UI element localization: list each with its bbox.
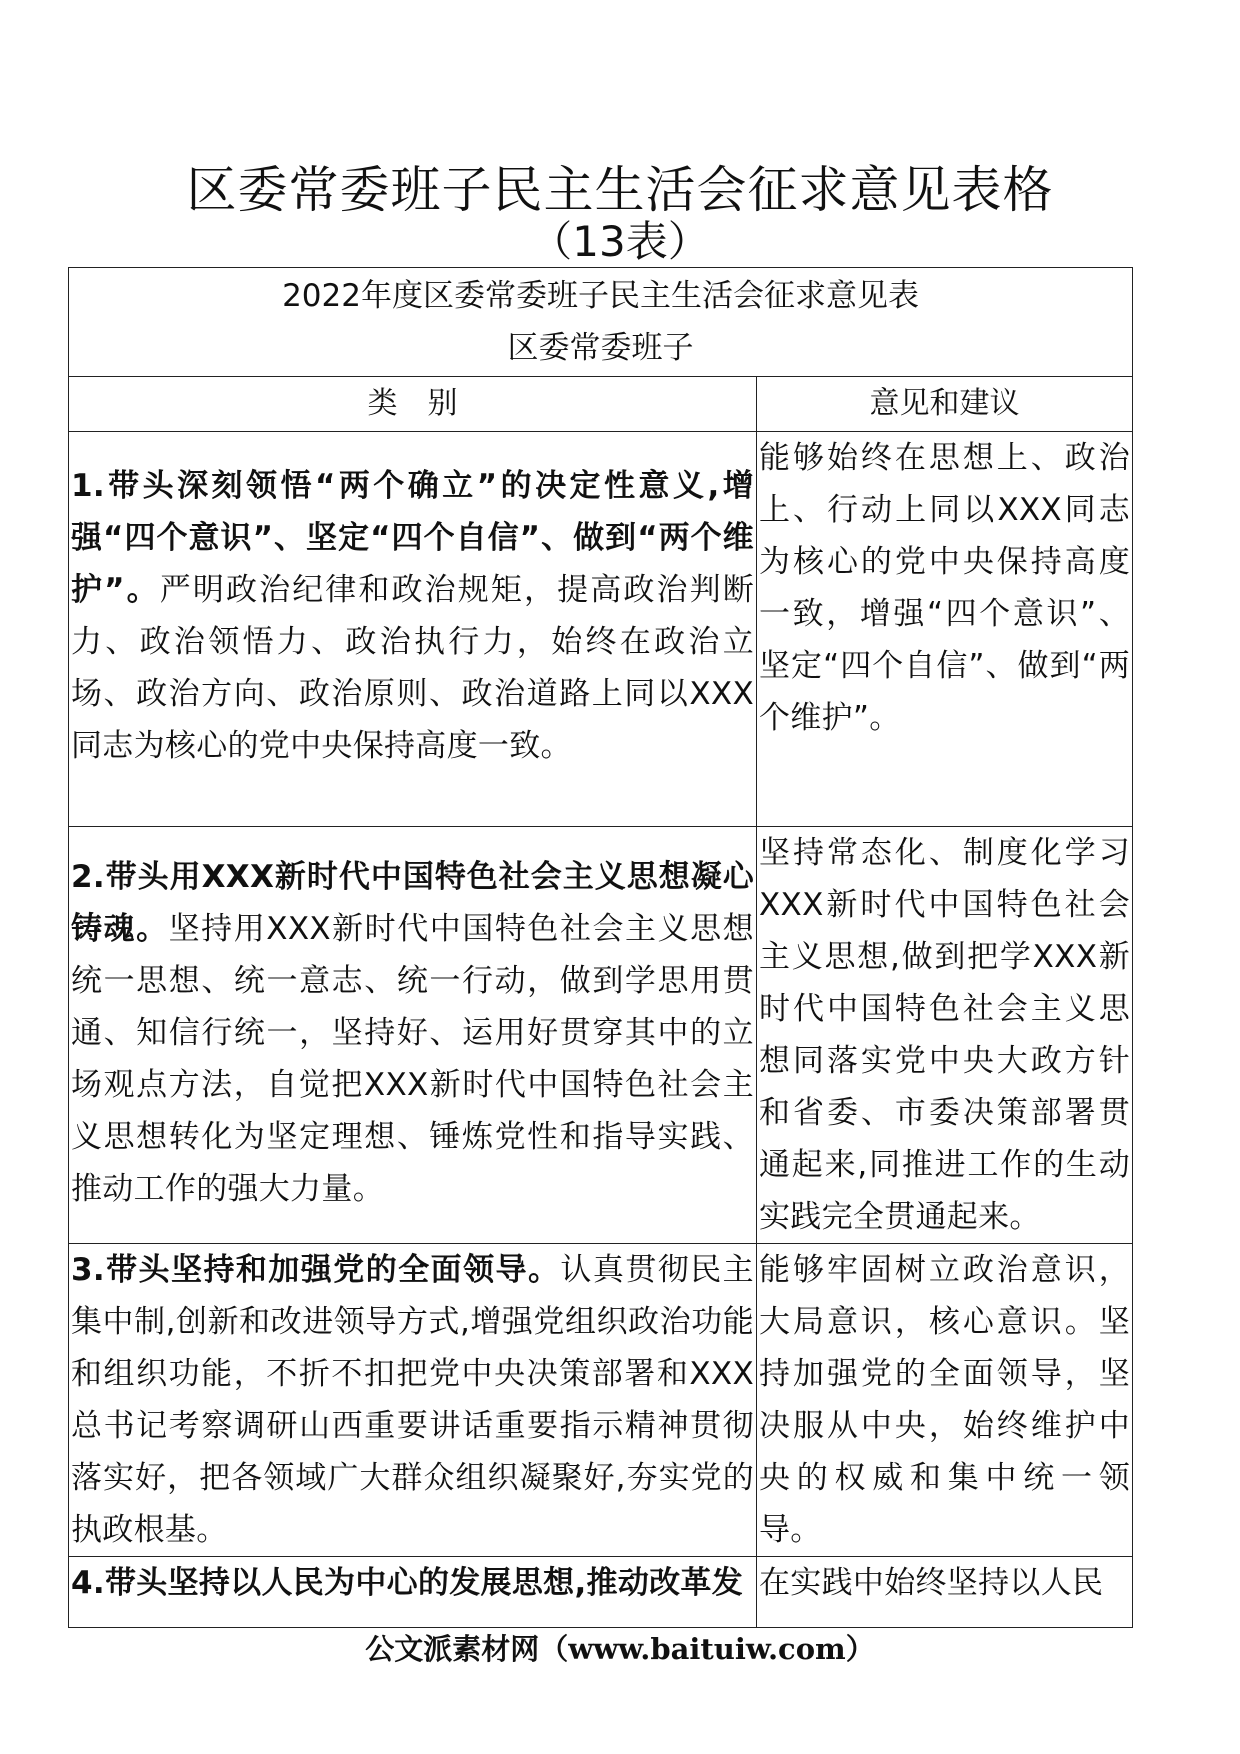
column-header-opinion: 意见和建议 <box>757 377 1133 432</box>
table-row <box>69 1244 1133 1557</box>
category-title: 2.带头用XXX新时代中国特色社会主义思想凝心铸魂。 <box>71 859 754 947</box>
category-body: 认真贯彻民主集中制,创新和改进领导方式,增强党组织政治功能和组织功能，不折不扣把党中央决策部署和XXX总书记考察调研山西重要讲话重要指示精神贯彻落实好，把各领域广大群众组织凝聚好,夯实党的执政根基。 <box>71 1252 754 1548</box>
document-title: 区委常委班子民主生活会征求意见表格 <box>186 161 1054 219</box>
opinion-cell: 在实践中始终坚持以人民 <box>757 1557 1133 1628</box>
table-header-unit: 区委常委班子 <box>507 330 694 366</box>
footer-source: 公文派素材网（www.baituiw.com） <box>365 1632 875 1666</box>
opinion-cell: 能够始终在思想上、政治上、行动上同以XXX同志为核心的党中央保持高度一致，增强“四个意识”、坚定“四个自信”、做到“两个维护”。 <box>757 432 1133 827</box>
column-header-row <box>69 377 1133 432</box>
table-header-title: 2022年度区委常委班子民主生活会征求意见表 <box>282 278 919 314</box>
table-row <box>69 1557 1133 1628</box>
category-title: 4.带头坚持以人民为中心的发展思想,推动改革发 <box>71 1565 744 1601</box>
opinion-cell: 坚持常态化、制度化学习XXX新时代中国特色社会主义思想,做到把学XXX新时代中国特色社会主义思想同落实党中央大政方针和省委、市委决策部署贯通起来,同推进工作的生动实践完全贯通起来。 <box>757 827 1133 1244</box>
category-cell <box>69 1244 757 1557</box>
category-cell <box>69 432 757 827</box>
opinion-cell: 能够牢固树立政治意识，大局意识，核心意识。坚持加强党的全面领导，坚决服从中央，始终维护中央的权威和集中统一领导。 <box>757 1244 1133 1557</box>
table-row <box>69 827 1133 1244</box>
document-subtitle: （13表） <box>530 217 710 266</box>
column-header-category: 类 别 <box>69 377 757 432</box>
category-cell <box>69 827 757 1244</box>
table-row <box>69 432 1133 827</box>
opinion-table <box>68 267 1133 1628</box>
category-cell <box>69 1557 757 1628</box>
table-header-cell <box>69 268 1133 377</box>
table-header-row <box>69 268 1133 377</box>
category-title: 1.带头深刻领悟“两个确立”的决定性意义,增强“四个意识”、坚定“四个自信”、做到“两个维护”。 <box>71 468 754 608</box>
category-body: 坚持用XXX新时代中国特色社会主义思想统一思想、统一意志、统一行动，做到学思用贯通、知信行统一，坚持好、运用好贯穿其中的立场观点方法，自觉把XXX新时代中国特色社会主义思想转化为坚定理想、锤炼党性和指导实践、推动工作的强大力量。 <box>71 911 754 1207</box>
category-body: 严明政治纪律和政治规矩，提高政治判断力、政治领悟力、政治执行力，始终在政治立场、政治方向、政治原则、政治道路上同以XXX同志为核心的党中央保持高度一致。 <box>71 572 754 764</box>
category-title: 3.带头坚持和加强党的全面领导。 <box>71 1252 561 1288</box>
